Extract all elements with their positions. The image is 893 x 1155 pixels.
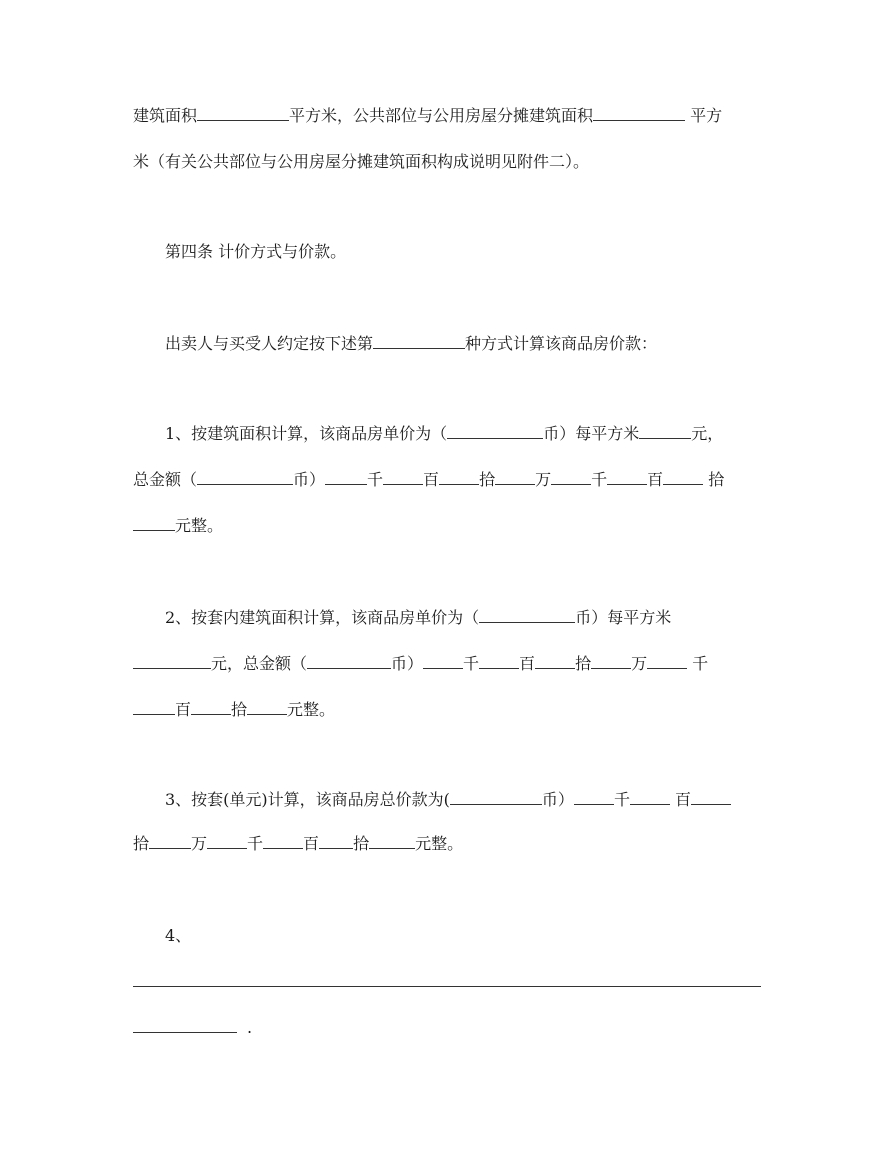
option2-text-a: 2、按套内建筑面积计算，该商品房单价为（ <box>165 608 480 627</box>
option3-text-a: 3、按套(单元)计算，该商品房总价款为( <box>165 790 450 809</box>
blank-method-number <box>373 334 465 349</box>
area-line-2 <box>133 152 589 172</box>
blank-6 <box>607 470 647 485</box>
option3-text-b: 币） <box>541 790 574 809</box>
option4-fill-rule <box>133 986 761 987</box>
blank-24 <box>369 834 415 849</box>
digit-label: 百 <box>647 470 664 489</box>
blank-18 <box>630 790 670 805</box>
blank-23 <box>319 834 353 849</box>
blank-20 <box>149 834 191 849</box>
digit-label: 拾 <box>479 470 496 489</box>
blank-currency-total-1 <box>197 470 293 485</box>
option1-text-d: 总金额（ <box>133 470 198 489</box>
option1-line-2 <box>133 470 724 490</box>
text-sqm-cont: 平方 <box>685 106 723 125</box>
digit-label: 千 <box>613 790 630 809</box>
blank-1 <box>325 470 367 485</box>
option2-line-3 <box>133 700 335 720</box>
digit-label: 拾 <box>133 834 150 853</box>
digit-label: 千 <box>687 654 709 673</box>
digit-label: 万 <box>191 834 208 853</box>
option3-line-2 <box>133 834 463 854</box>
article-heading <box>165 242 346 262</box>
text-method-b: 种方式计算该商品房价款： <box>465 334 658 353</box>
option2-text-b: 币）每平方米 <box>575 608 672 627</box>
blank-14 <box>133 700 175 715</box>
option4-period: . <box>247 1018 253 1037</box>
option1-text-b: 币）每平方米 <box>543 424 640 443</box>
article-4-title: 第四条 计价方式与价款。 <box>165 242 347 261</box>
digit-label: 拾 <box>353 834 370 853</box>
area-line-1 <box>133 106 722 126</box>
digit-label: 百 <box>669 790 692 809</box>
blank-currency-1 <box>447 424 543 439</box>
digit-label: 百 <box>175 700 192 719</box>
blank-5 <box>551 470 591 485</box>
digit-label: 拾 <box>703 470 725 489</box>
blank-16 <box>247 700 287 715</box>
blank-option4-end <box>133 1018 237 1033</box>
blank-22 <box>263 834 303 849</box>
option1-text-end: 元整。 <box>175 516 224 535</box>
option2-text-end: 元整。 <box>287 700 336 719</box>
digit-label: 百 <box>423 470 440 489</box>
blank-21 <box>207 834 247 849</box>
blank-3 <box>439 470 479 485</box>
blank-9 <box>423 654 463 669</box>
blank-unit-price-2 <box>133 654 211 669</box>
text-building-area: 建筑面积 <box>133 106 198 125</box>
blank-19 <box>691 790 731 805</box>
digit-label: 百 <box>303 834 320 853</box>
blank-shared-area <box>593 106 685 121</box>
option2-line-2 <box>133 654 708 674</box>
digit-label: 万 <box>535 470 552 489</box>
blank-4 <box>495 470 535 485</box>
option3-text-end: 元整。 <box>415 834 464 853</box>
blank-11 <box>535 654 575 669</box>
option3-line-1 <box>165 790 731 810</box>
digit-label: 百 <box>519 654 536 673</box>
blank-13 <box>647 654 687 669</box>
option1-text-a: 1、按建筑面积计算，该商品房单价为（ <box>165 424 448 443</box>
blank-7 <box>663 470 703 485</box>
text-shared-area: 平方米，公共部位与公用房屋分摊建筑面积 <box>289 106 594 125</box>
digit-label: 千 <box>463 654 480 673</box>
option1-line-1 <box>165 424 723 444</box>
option4-number: 4、 <box>165 926 192 945</box>
blank-17 <box>574 790 614 805</box>
option2-line-1 <box>165 608 671 628</box>
option2-text-d: 币） <box>391 654 424 673</box>
option1-line-3 <box>133 516 223 536</box>
digit-label: 拾 <box>231 700 248 719</box>
text-method-a: 出卖人与买受人约定按下述第 <box>165 334 374 353</box>
blank-currency-3 <box>450 790 542 805</box>
option2-text-c: 元，总金额（ <box>211 654 308 673</box>
blank-2 <box>383 470 423 485</box>
blank-10 <box>479 654 519 669</box>
blank-currency-total-2 <box>307 654 391 669</box>
digit-label: 千 <box>367 470 384 489</box>
option4-line-3 <box>133 1018 252 1038</box>
blank-building-area <box>197 106 289 121</box>
option1-text-c: 元， <box>691 424 724 443</box>
digit-label: 千 <box>247 834 264 853</box>
blank-currency-2 <box>479 608 575 623</box>
method-choice-line <box>165 334 657 354</box>
text-annex-note: 米（有关公共部位与公用房屋分摊建筑面积构成说明见附件二）。 <box>133 152 590 171</box>
digit-label: 千 <box>591 470 608 489</box>
blank-15 <box>191 700 231 715</box>
blank-8 <box>133 516 175 531</box>
digit-label: 万 <box>631 654 648 673</box>
option1-text-e: 币） <box>293 470 326 489</box>
option4-line-1 <box>165 926 191 946</box>
blank-unit-price-1 <box>639 424 691 439</box>
blank-12 <box>591 654 631 669</box>
digit-label: 拾 <box>575 654 592 673</box>
